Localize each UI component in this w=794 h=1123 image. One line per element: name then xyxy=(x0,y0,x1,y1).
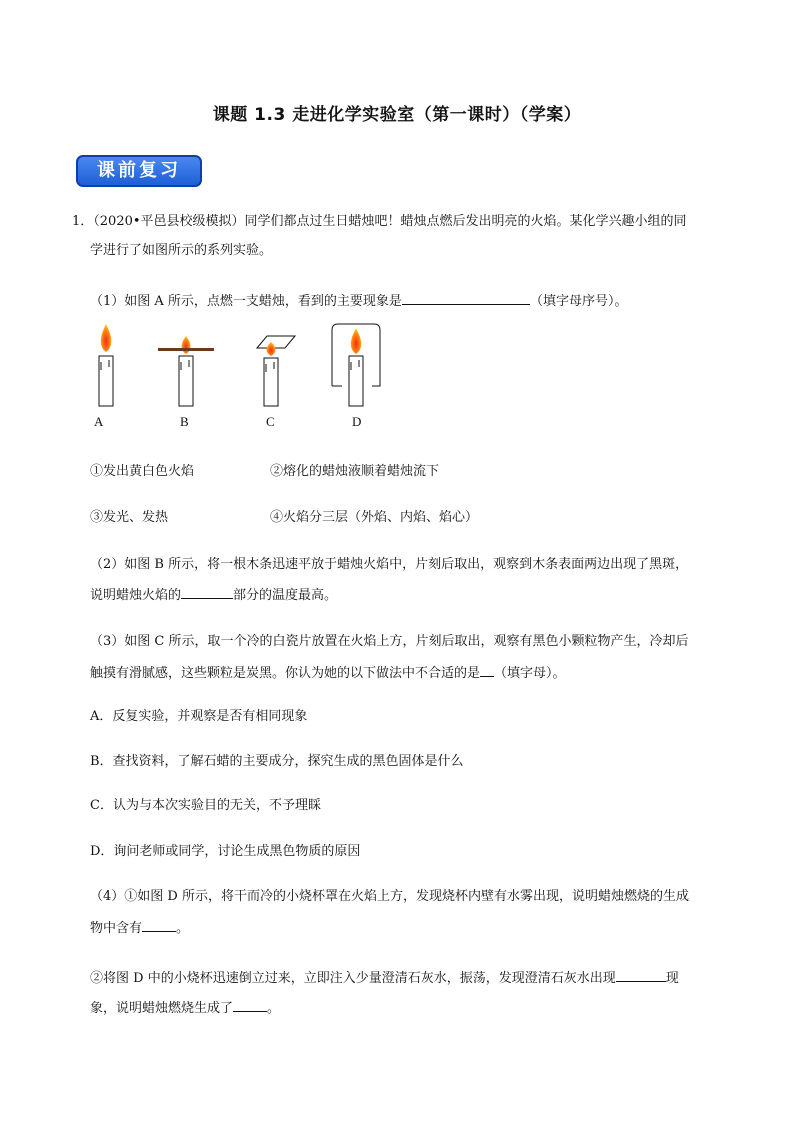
q1-part2-line1: （2）如图 B 所示，将一根木条迅速平放于蜡烛火焰中，片刻后取出，观察到木条表面两边出现了黑斑， xyxy=(90,557,689,572)
choice-b: B．查找资料，了解石蜡的主要成分，探究生成的黑色固体是什么 xyxy=(90,754,464,769)
part4-suffix: 。 xyxy=(176,921,190,936)
option-3: ③发光、发热 xyxy=(90,510,169,525)
figure-label-b: B xyxy=(180,414,189,429)
part3-suffix: （填字母）。 xyxy=(494,666,566,681)
q1-part4b-line1 xyxy=(90,967,679,989)
candle-d xyxy=(332,324,380,406)
q1-part3-line2 xyxy=(90,662,566,684)
option-1: ①发出黄白色火焰 xyxy=(90,464,195,479)
figure-label-d: D xyxy=(352,414,362,429)
part4b-text-2: 象，说明蜡烛燃烧生成了 xyxy=(90,1001,234,1016)
part1-suffix: （填字母序号）。 xyxy=(529,294,628,309)
candle-b xyxy=(158,336,214,406)
q1-part2-line2 xyxy=(90,584,337,606)
part4b-suffix: 现 xyxy=(665,971,679,986)
q1-part1 xyxy=(90,290,627,312)
choice-d: D．询问老师或同学，讨论生成黑色物质的原因 xyxy=(90,844,361,859)
part4b-text: ②将图 D 中的小烧杯迅速倒立过来，立即注入少量澄清石灰水，振荡，发现澄清石灰水出现 xyxy=(90,971,616,986)
candle-a xyxy=(99,324,113,406)
option-2: ②熔化的蜡烛液顺着蜡烛流下 xyxy=(270,464,440,479)
q1-intro-text-1: （2020•平邑县校级模拟）同学们都点过生日蜡烛吧！蜡烛点燃后发出明亮的火焰。某化学兴趣小组的同 xyxy=(93,214,687,229)
choice-a: A．反复实验，并观察是否有相同现象 xyxy=(90,709,308,724)
q1-number: 1． xyxy=(72,214,94,229)
q1-intro-line2: 学进行了如图所示的系列实验。 xyxy=(90,243,273,258)
figure-label-c: C xyxy=(266,414,275,429)
answer-blank-4[interactable] xyxy=(142,917,176,932)
answer-blank-6[interactable] xyxy=(233,997,267,1012)
part2-text: 说明蜡烛火焰的 xyxy=(90,588,182,603)
candle-c xyxy=(257,336,295,406)
q1-part4-line2 xyxy=(90,917,189,939)
answer-blank-1[interactable] xyxy=(402,290,530,305)
part4-text: 物中含有 xyxy=(90,921,143,936)
answer-blank-3[interactable] xyxy=(480,662,494,677)
page-title: 课题 1.3 走进化学实验室（第一课时）（学案） xyxy=(212,105,582,125)
figure-label-a: A xyxy=(94,414,104,429)
q1-part3-line1: （3）如图 C 所示，取一个冷的白瓷片放置在火焰上方，片刻后取出，观察有黑色小颗粒物产生，冷却后 xyxy=(90,634,689,649)
part1-text: （1）如图 A 所示，点燃一支蜡烛，看到的主要现象是 xyxy=(90,294,402,309)
part3-text: 触摸有滑腻感，这些颗粒是炭黑。你认为她的以下做法中不合适的是 xyxy=(90,666,481,681)
choice-c: C．认为与本次实验目的无关，不予理睬 xyxy=(90,798,321,813)
option-4: ④火焰分三层（外焰、内焰、焰心） xyxy=(270,510,479,525)
part4b-suffix-2: 。 xyxy=(267,1001,281,1016)
q1-intro-line1 xyxy=(72,212,687,232)
candle-experiment-figure xyxy=(88,322,418,412)
answer-blank-5[interactable] xyxy=(616,967,666,982)
part2-suffix: 部分的温度最高。 xyxy=(233,588,338,603)
q1-part4b-line2 xyxy=(90,997,280,1019)
section-badge: 课前复习 xyxy=(76,155,202,187)
q1-part4-line1: （4）①如图 D 所示，将干而冷的小烧杯罩在火焰上方，发现烧杯内壁有水雾出现，说明蜡烛燃烧的生成 xyxy=(90,889,689,904)
answer-blank-2[interactable] xyxy=(181,584,233,599)
